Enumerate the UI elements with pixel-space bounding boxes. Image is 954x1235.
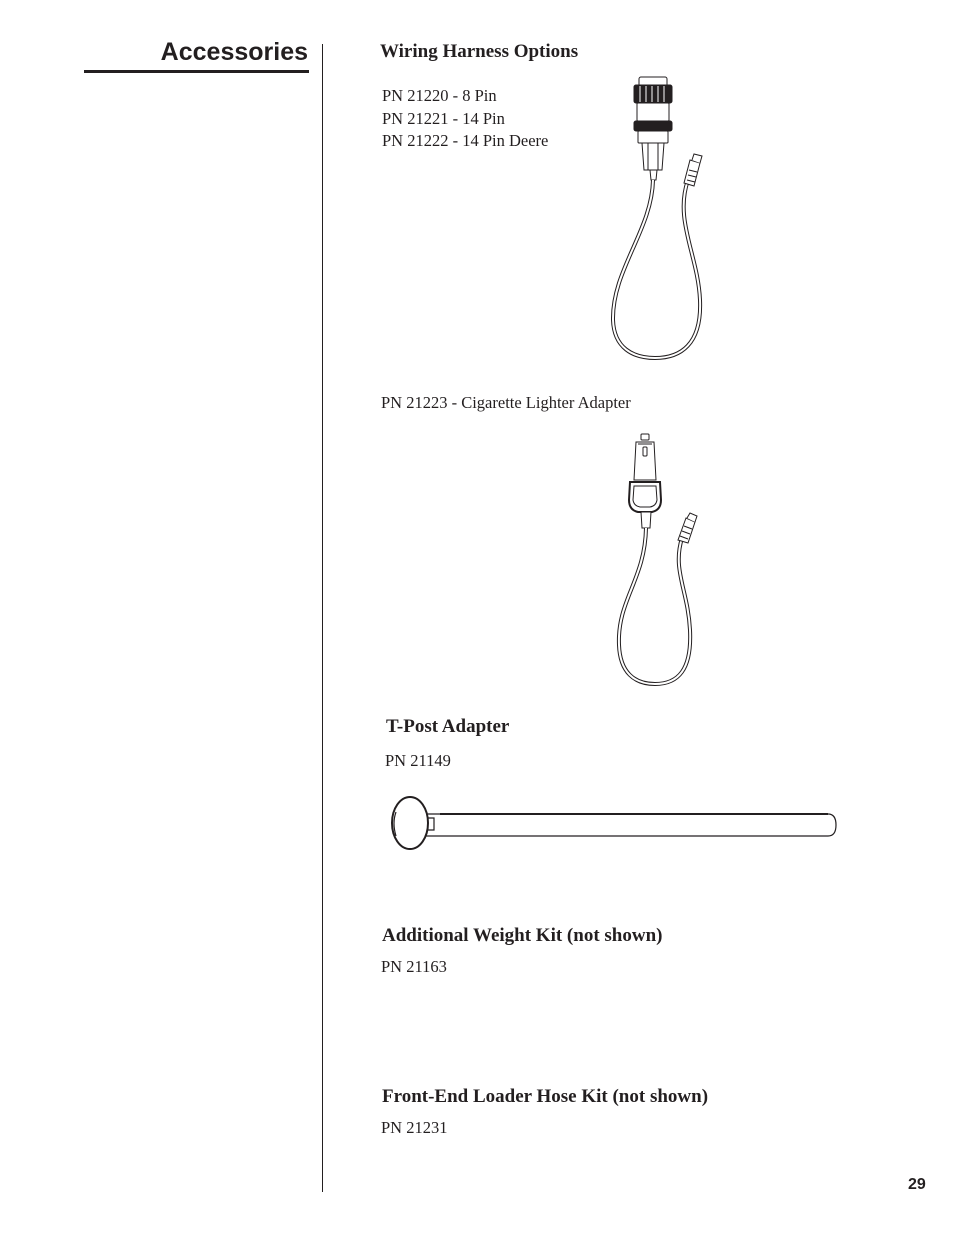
- part-number-14-pin-deere: PN 21222 - 14 Pin Deere: [382, 131, 549, 150]
- hose-kit-heading: Front-End Loader Hose Kit (not shown): [382, 1086, 709, 1107]
- weight-kit-part: PN 21163: [381, 957, 447, 976]
- column-divider: [322, 44, 323, 1192]
- section-title: Accessories: [160, 38, 308, 66]
- wiring-part-list: [382, 85, 548, 153]
- cigarette-lighter-adapter-illustration: [612, 430, 702, 688]
- page-number: 29: [908, 1176, 926, 1193]
- part-number-8-pin: PN 21220 - 8 Pin: [382, 86, 497, 105]
- t-post-adapter-heading: T-Post Adapter: [386, 716, 510, 737]
- weight-kit-heading: Additional Weight Kit (not shown): [382, 925, 663, 946]
- t-post-adapter-illustration: [388, 794, 838, 852]
- lighter-adapter-part: PN 21223 - Cigarette Lighter Adapter: [381, 393, 631, 412]
- part-number-14-pin: PN 21221 - 14 Pin: [382, 108, 505, 128]
- wiring-harness-illustration: [600, 72, 720, 364]
- t-post-adapter-part: PN 21149: [385, 751, 451, 770]
- section-title-underline: [84, 70, 309, 73]
- wiring-harness-heading: Wiring Harness Options: [380, 41, 579, 62]
- hose-kit-part: PN 21231: [381, 1118, 448, 1137]
